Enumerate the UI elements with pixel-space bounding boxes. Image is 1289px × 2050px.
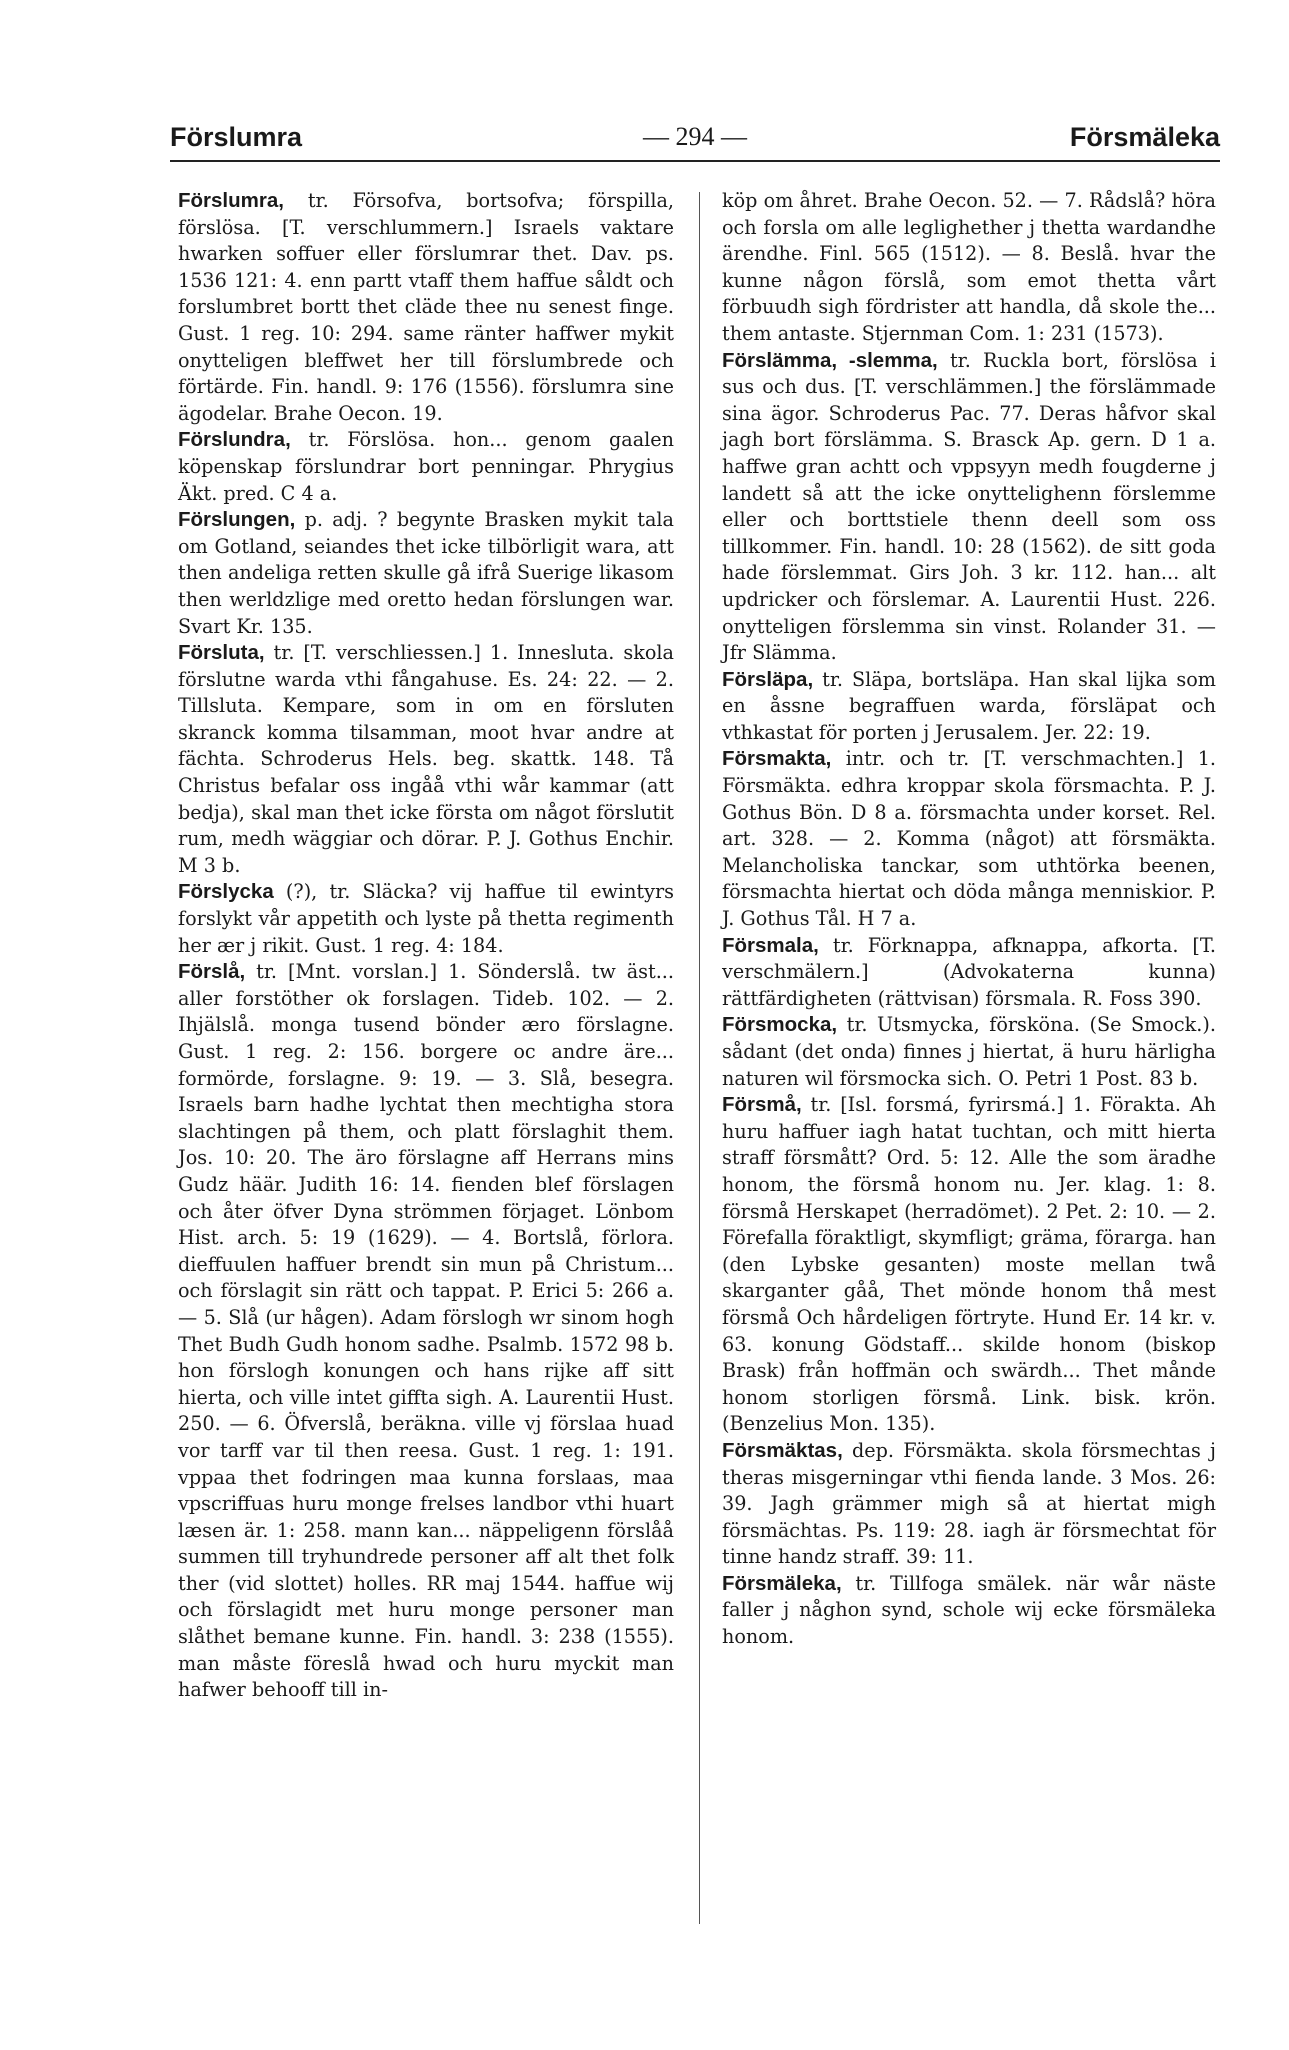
entry-headword: Försmäktas, <box>722 1438 843 1462</box>
entry-definition: dep. Försmäkta. skola försmechtas j theras misgerningar vthi fienda lande. 3 Mos. 26: 39. Jagh grämmer migh så at hiertat migh försmächtas. Ps. 119: 28. iagh är försmechtat för tinne handz straff. 39: 11. <box>722 1438 1216 1569</box>
entry-definition: tr. Förslösa. hon... genom gaalen köpenskap förslundrar bort penningar. Phrygius Äkt. pred. C 4 a. <box>178 428 674 505</box>
entry-definition: tr. Försofva, bortsofva; förspilla, förslösa. [T. verschlummern.] Israels vaktare hwarken soffuer eller förslumrar thet. Dav. ps. 1536 121: 4. enn partt vtaff them haffue såldt och forslumbret bortt thet cläde thee nu senest finge. Gust. 1 reg. 10: 294. same ränter haffwer mykit onytteligen bleffwet her till förslumbrede och förtärde. Fin. handl. 9: 176 (1556). förslumra sine ägodelar. Brahe Oecon. 19. <box>178 189 674 425</box>
entry-headword: Försmå, <box>722 1093 802 1117</box>
entry-headword: Försläpa, <box>722 667 814 691</box>
entry-headword: Förslå, <box>178 960 246 984</box>
entry-definition: tr. [T. verschliessen.] 1. Innesluta. skola förslutne warda vthi fångahuse. Es. 24: 22. — 2. Tillsluta. Kempare, som in om en försluten skranck komma tilsamman, moot hvar andre at fächta. Schroderus Hels. beg. skattk. 148. Tå Christus befalar oss ingåå vthi wår kammar (att bedja), skal man thet icke första om något förslutit rum, medh wäggiar och dörar. P. J. Gothus Enchir. M 3 b. <box>178 641 674 877</box>
dictionary-entry <box>178 427 674 507</box>
entry-definition: p. adj. ? begynte Brasken mykit tala om Gotland, seiandes thet icke tilbörligit wara, att then andeliga retten skulle gå ifrå Suerige likasom then werldzlige med oretto hedan förslungen war. Svart Kr. 135. <box>178 508 674 638</box>
dictionary-entry <box>178 959 674 1704</box>
entry-definition: tr. [Mnt. vorslan.] 1. Sönderslå. tw äst... aller forstöther ok forslagen. Tideb. 102. — 2. Ihjälslå. monga tusend bönder æro förslagne. Gust. 1 reg. 2: 156. borgere oc andre äre... formörde, forslagne. 9: 19. — 3. Slå, besegra. Israels barn hadhe lychtat then mechtigha stora slachtingen på them, och platt förslaghit them. Jos. 10: 20. The äro förslagne aff Herrans mins Gudz häär. Judith 16: 14. fienden blef förslagen och åter öfver Dyna strömmen förjaget. Lönbom Hist. arch. 5: 19 (1629). — 4. Bortslå, förlora. dieffuulen haffuer brendt sin mun på Christum... och förslagit sin rätt och tappat. P. Erici 5: 266 a. — 5. Slå (ur hågen). Adam förslogh wr sinom hogh Thet Budh Gudh honom sadhe. Psalmb. 1572 98 b. hon förslogh konungen och hans rijke aff sitt hierta, och ville intet giffta sigh. A. Laurentii Hust. 250. — 6. Öfverslå, beräkna. ville vj förslaa huad vor tarff var til then reesa. Gust. 1 reg. 1: 191. vppaa thet fodringen maa kunna forslaas, maa vpscriffuas huru monge frelses landbor vthi huart læsen är. 1: 258. mann kan... näppeligenn förslåå summen till tryhundrede personer aff alt thet folk ther (vid slottet) holles. RR maj 1544. haffue wij och förslagidt met huru monge personer man slåthet bemane kunne. Fin. handl. 3: 238 (1555). man måste föreslå hwad och huru myckit man hafwer behooff till in- <box>178 960 674 1702</box>
entry-definition: tr. Förknappa, afknappa, afkorta. [T. verschmälern.] (Advokaterna kunna) rättfärdigheten (rättvisan) försmala. R. Foss 390. <box>722 933 1216 1010</box>
dictionary-entry <box>722 667 1216 747</box>
page-header <box>170 100 1220 160</box>
dictionary-entry <box>722 1438 1216 1571</box>
dictionary-entry <box>722 933 1216 1013</box>
dictionary-entry <box>722 1012 1216 1092</box>
entry-headword: Försluta, <box>178 641 265 665</box>
dictionary-entry <box>178 188 674 427</box>
entry-headword: Förslämma, -slemma, <box>722 348 938 372</box>
dictionary-entry <box>722 746 1216 932</box>
header-left-guideword: Förslumra <box>170 122 303 152</box>
dictionary-entry <box>178 879 674 959</box>
entry-definition: tr. Tillfoga smälek. när wår näste faller j någhon synd, schole wij ecke försmäleka honom. <box>722 1571 1216 1649</box>
entry-definition: tr. Ruckla bort, förslösa i sus och dus. [T. verschlämmen.] the förslämmade sina ägor. Schroderus Pac. 77. Deras håfvor skal jagh bort förslämma. S. Brasck Ap. gern. D 1 a. haffwe gran achtt och vppsyyn medh fougderne j landett så att the icke onyttelighenn förslemme eller och borttstiele thenn deell som oss tillkommer. Fin. handl. 10: 28 (1562). de sitt goda hade förslemmat. Girs Joh. 3 kr. 112. han... alt updricker och förslemar. A. Laurentii Hust. 226. onytteligen förslemma sin vinst. Rolander 31. — Jfr Slämma. <box>722 348 1216 665</box>
entry-definition: (?), tr. Släcka? vij haffue til ewintyrs forslykt vår appetith och lyste på thetta regimenth her ær j rikit. Gust. 1 reg. 4: 184. <box>178 880 674 957</box>
entry-definition: tr. Släpa, bortsläpa. Han skal lijka som en åssne begraffuen warda, försläpat och vthkastat för porten j Jerusalem. Jer. 22: 19. <box>722 667 1216 744</box>
entry-headword: Förslungen, <box>178 508 296 532</box>
entry-headword: Förslumra, <box>178 189 284 212</box>
entry-definition: intr. och tr. [T. verschmachten.] 1. Försmäkta. edhra kroppar skola försmachta. P. J. Gothus Bön. D 8 a. försmachta under korset. Rel. art. 328. — 2. Komma (något) att försmäkta. Melancholiska tanckar, som uthtörka beenen, försmachta hiertat och döda många menniskior. P. J. Gothus Tål. H 7 a. <box>722 747 1216 931</box>
entry-headword: Försmala, <box>722 933 819 957</box>
left-column <box>178 188 674 1704</box>
right-column <box>722 188 1216 1651</box>
dictionary-entry <box>722 1571 1216 1651</box>
entry-headword: Försmäleka, <box>722 1571 842 1595</box>
entry-headword: Försmocka, <box>722 1013 838 1037</box>
entry-headword: Förslundra, <box>178 428 291 452</box>
column-divider <box>699 192 700 1924</box>
header-right-guideword: Försmäleka <box>1069 122 1220 152</box>
dictionary-entry <box>178 640 674 879</box>
entry-definition: tr. Utsmycka, försköna. (Se Smock.). sådant (det onda) finnes j hiertat, ä huru härligha naturen wil försmocka sich. O. Petri 1 Post. 83 b. <box>722 1013 1216 1090</box>
header-rule <box>170 160 1220 162</box>
entry-headword: Förslycka <box>178 880 274 904</box>
text-columns <box>170 188 1220 1988</box>
dictionary-entry <box>722 1092 1216 1438</box>
dictionary-entry <box>722 188 1216 348</box>
dictionary-entry <box>178 507 674 640</box>
page-number: — 294 — <box>643 122 747 151</box>
dictionary-page <box>170 100 1220 2000</box>
entry-headword: Försmakta, <box>722 747 832 771</box>
entry-definition: köp om åhret. Brahe Oecon. 52. — 7. Rådslå? höra och forsla om alle leglighether j thetta wardandhe ärendhe. Finl. 565 (1512). — 8. Beslå. hvar the kunne någon förslå, som emot thetta vårt förbuudh sigh fördrister att handla, då skole the... them antaste. Stjernman Com. 1: 231 (1573). <box>722 189 1216 345</box>
dictionary-entry <box>722 348 1216 667</box>
entry-definition: tr. [Isl. forsmá, fyrirsmá.] 1. Förakta. Ah huru haffuer iagh hatat tuchtan, och mitt hierta straff försmått? Ord. 5: 12. Alle the som äradhe honom, the försmå honom nu. Jer. klag. 1: 8. försmå Herskapet (herradömet). 2 Pet. 2: 10. — 2. Förefalla föraktligt, skymfligt; gräma, förarga. han (den Lybske gesanten) moste mellan twå skarganter gåå, Thet mönde honom thå mest försmå Och hårdeligen förtryte. Hund Er. 14 kr. v. 63. konung Gödstaff... skilde honom (biskop Brask) från hoffmän och swärdh... Thet månde honom storligen försmå. Link. bisk. krön. (Benzelius Mon. 135). <box>722 1093 1216 1436</box>
